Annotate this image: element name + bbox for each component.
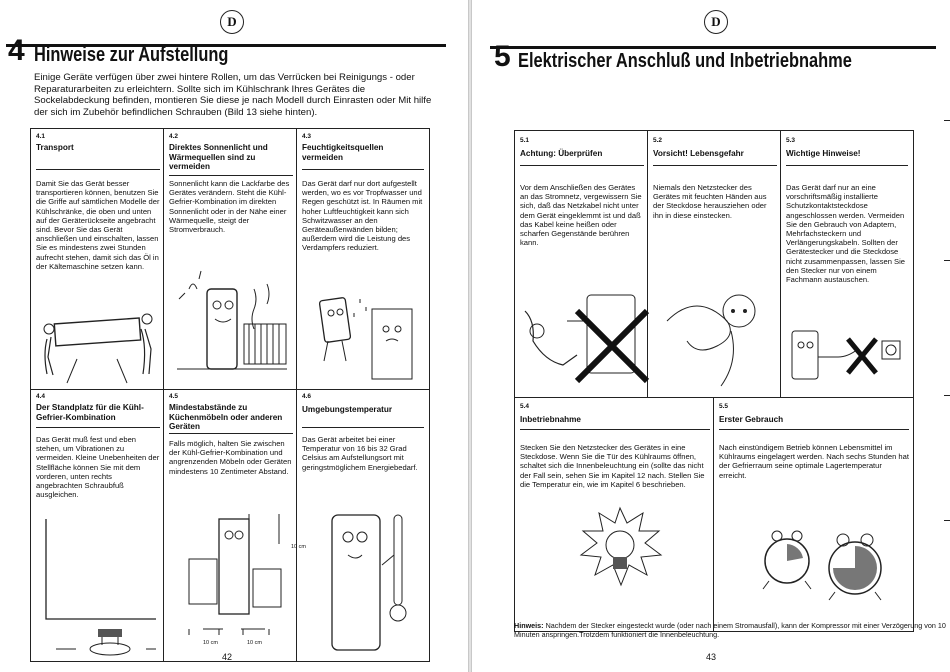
cell-text: Damit Sie das Gerät besser transportieren können, benutzen Sie die Griffe auf sämtlichen Modelle der Kühlschränke, die oben und unten auf der Geräterückseite angebracht sind. Bevor Sie das Gerät anschließen und einschalten, lassen Sie es mindestens zwei Stunden aufrecht stehen, damit sich das Öl in der Kältemaschine setzen kann. bbox=[36, 179, 160, 271]
language-badge: D bbox=[220, 10, 244, 34]
cell-title: Vorsicht! Lebensgefahr bbox=[653, 149, 744, 158]
cell-number: 5.2 bbox=[653, 137, 663, 144]
cell-title: Inbetriebnahme bbox=[520, 415, 581, 424]
page-number: 42 bbox=[222, 652, 233, 662]
thermometer-illustration bbox=[302, 505, 424, 655]
note-label: Hinweis: bbox=[514, 621, 544, 630]
humidity-illustration bbox=[302, 279, 424, 384]
adjustable-foot-illustration bbox=[36, 509, 160, 659]
left-page bbox=[0, 0, 470, 672]
section-number: 5 bbox=[494, 40, 511, 73]
cell-text: Das Gerät darf nur an eine vorschriftsmäßig installierte Schutzkontaktsteckdose angeschlossen werden. Vermeiden Sie den Gebrauch von Adaptern, Mehrfachsteckern und Verlängerungskabeln. Sollten der Gerätestecker und die Steckdose nicht zusammenpassen, lassen Sie den Stecker nur von einem Fachmann austauschen. bbox=[786, 183, 906, 285]
clearance-illustration bbox=[169, 499, 293, 654]
cell-title: Mindestabstände zu Küchenmöbeln oder anderen Geräten bbox=[169, 403, 283, 431]
info-grid bbox=[30, 128, 430, 662]
cell-text: Niemals den Netzstecker des Gerätes mit feuchten Händen aus der Steckdose herausziehen oder ihn in diese einstecken. bbox=[653, 183, 767, 220]
cell-number: 5.1 bbox=[520, 137, 530, 144]
note-text: Nachdem der Stecker eingesteckt wurde (oder nach einem Stromausfall), kann der Kompressor mit einer Verzögerung von 10 Minuten anspringen.Trotzdem funktioniert die Innenbeleuchtung. bbox=[514, 621, 946, 639]
alarm-clocks-illustration bbox=[747, 516, 897, 606]
cell-number: 5.4 bbox=[520, 403, 530, 410]
intro-paragraph: Einige Geräte verfügen über zwei hintere Rollen, um das Verrücken bei Reinigungs - oder Reparaturarbeiten zu erleichtern. Sollte sich im Kühlschrank Ihres Gerätes die Sockelabdeckung befinden, montieren Sie diese je nach Modell durch Einrasten oder Mit hilfe der sich im Zubehör befindlichen Schrauben (Bild 13 siehe hinten). bbox=[34, 72, 432, 118]
page-number: 43 bbox=[706, 652, 717, 662]
cell-title: Wichtige Hinweise! bbox=[786, 149, 861, 158]
title-rule bbox=[490, 46, 936, 49]
dim-label: 10 cm bbox=[247, 640, 262, 646]
section-title: Elektrischer Anschluß und Inbetriebnahme bbox=[518, 50, 852, 72]
transport-illustration bbox=[37, 299, 159, 384]
cell-text: Sonnenlicht kann die Lackfarbe des Gerätes verändern. Steht die Kühl-Gefrier-Kombination im direkten Sonnenlicht oder in der Nähe einer Wärmequelle, steigt der Stromverbrauch. bbox=[169, 179, 290, 235]
cell-text: Falls möglich, halten Sie zwischen der Kühl-Gefrier-Kombination und angrenzenden Möbeln oder Geräten mindestens 10 Zentimeter Abstand. bbox=[169, 439, 292, 476]
language-badge: D bbox=[704, 10, 728, 34]
light-bulb-illustration bbox=[555, 503, 685, 593]
section-title: Hinweise zur Aufstellung bbox=[34, 44, 229, 66]
cell-number: 4.5 bbox=[169, 393, 179, 400]
cell-title: Transport bbox=[36, 143, 74, 152]
wet-hands-plug-illustration bbox=[517, 281, 779, 393]
cell-title: Direktes Sonnenlicht und Wärmequellen sind zu vermeiden bbox=[169, 143, 268, 171]
cell-text: Das Gerät darf nur dort aufgestellt werden, wo es vor Tropfwasser und Regen geschützt ist. In Räumen mit hoher Luftfeuchtigkeit kann sich Schwitzwasser an den Geräteaußenwänden bilden; außerdem wird die Leistung des Verdampfers reduziert. bbox=[302, 179, 423, 253]
cell-text: Nach einstündigem Betrieb können Lebensmittel im Kühlraums eingelagert werden. Nach sechs Stunden hat der Gefrierraum seine optimale Lagertemperatur erreicht. bbox=[719, 443, 909, 480]
cell-title: Umgebungstemperatur bbox=[302, 405, 393, 414]
cell-number: 4.3 bbox=[302, 133, 312, 140]
cell-number: 4.1 bbox=[36, 133, 46, 140]
cell-number: 5.5 bbox=[719, 403, 729, 410]
page-fold bbox=[468, 0, 472, 672]
cell-text: Das Gerät arbeitet bei einer Temperatur von 16 bis 32 Grad Celsius am Aufstellungsort mit geringstmöglichem Energiebedarf. bbox=[302, 435, 418, 472]
cell-number: 5.3 bbox=[786, 137, 796, 144]
cell-text: Das Gerät muß fest und eben stehen, um Vibrationen zu vermeiden. Kleine Unebenheiten der Stellfläche können Sie mit dem vorderen, unten rechts angebrachten Schraubfuß ausgleichen. bbox=[36, 435, 160, 500]
sun-heater-illustration bbox=[169, 269, 293, 384]
dim-label: 10 cm bbox=[291, 544, 306, 550]
dim-label: 10 cm bbox=[203, 640, 218, 646]
section-number: 4 bbox=[8, 34, 25, 67]
cell-text: Stecken Sie den Netzstecker des Gerätes in eine Steckdose. Wenn Sie die Tür des Kühlraums öffnen, schaltet sich die Innenbeleuchtung ein (sollte das nicht der Fall sein, sehen Sie im Kapitel 12 nach. Stellen Sie die Temperatur ein, wie im Kapitel 6 beschrieben. bbox=[520, 443, 705, 489]
cell-title: Feuchtigkeitsquellen vermeiden bbox=[302, 143, 384, 162]
cell-number: 4.6 bbox=[302, 393, 312, 400]
right-page bbox=[474, 0, 950, 672]
info-grid bbox=[514, 130, 914, 632]
cell-number: 4.2 bbox=[169, 133, 179, 140]
cell-title: Der Standplatz für die Kühl-Gefrier-Kombination bbox=[36, 403, 144, 422]
cell-title: Erster Gebrauch bbox=[719, 415, 784, 424]
cell-text: Vor dem Anschließen des Gerätes an das Stromnetz, vergewissern Sie sich, daß das Netzkabel nicht unter dem Gerät eingeklemmt ist und daß das Kabel keine heißen oder scharfen Gegenstände berühren kann. bbox=[520, 183, 642, 248]
note bbox=[514, 622, 950, 640]
adapter-warning-illustration bbox=[786, 321, 910, 393]
cell-title: Achtung: Überprüfen bbox=[520, 149, 603, 158]
cell-number: 4.4 bbox=[36, 393, 46, 400]
